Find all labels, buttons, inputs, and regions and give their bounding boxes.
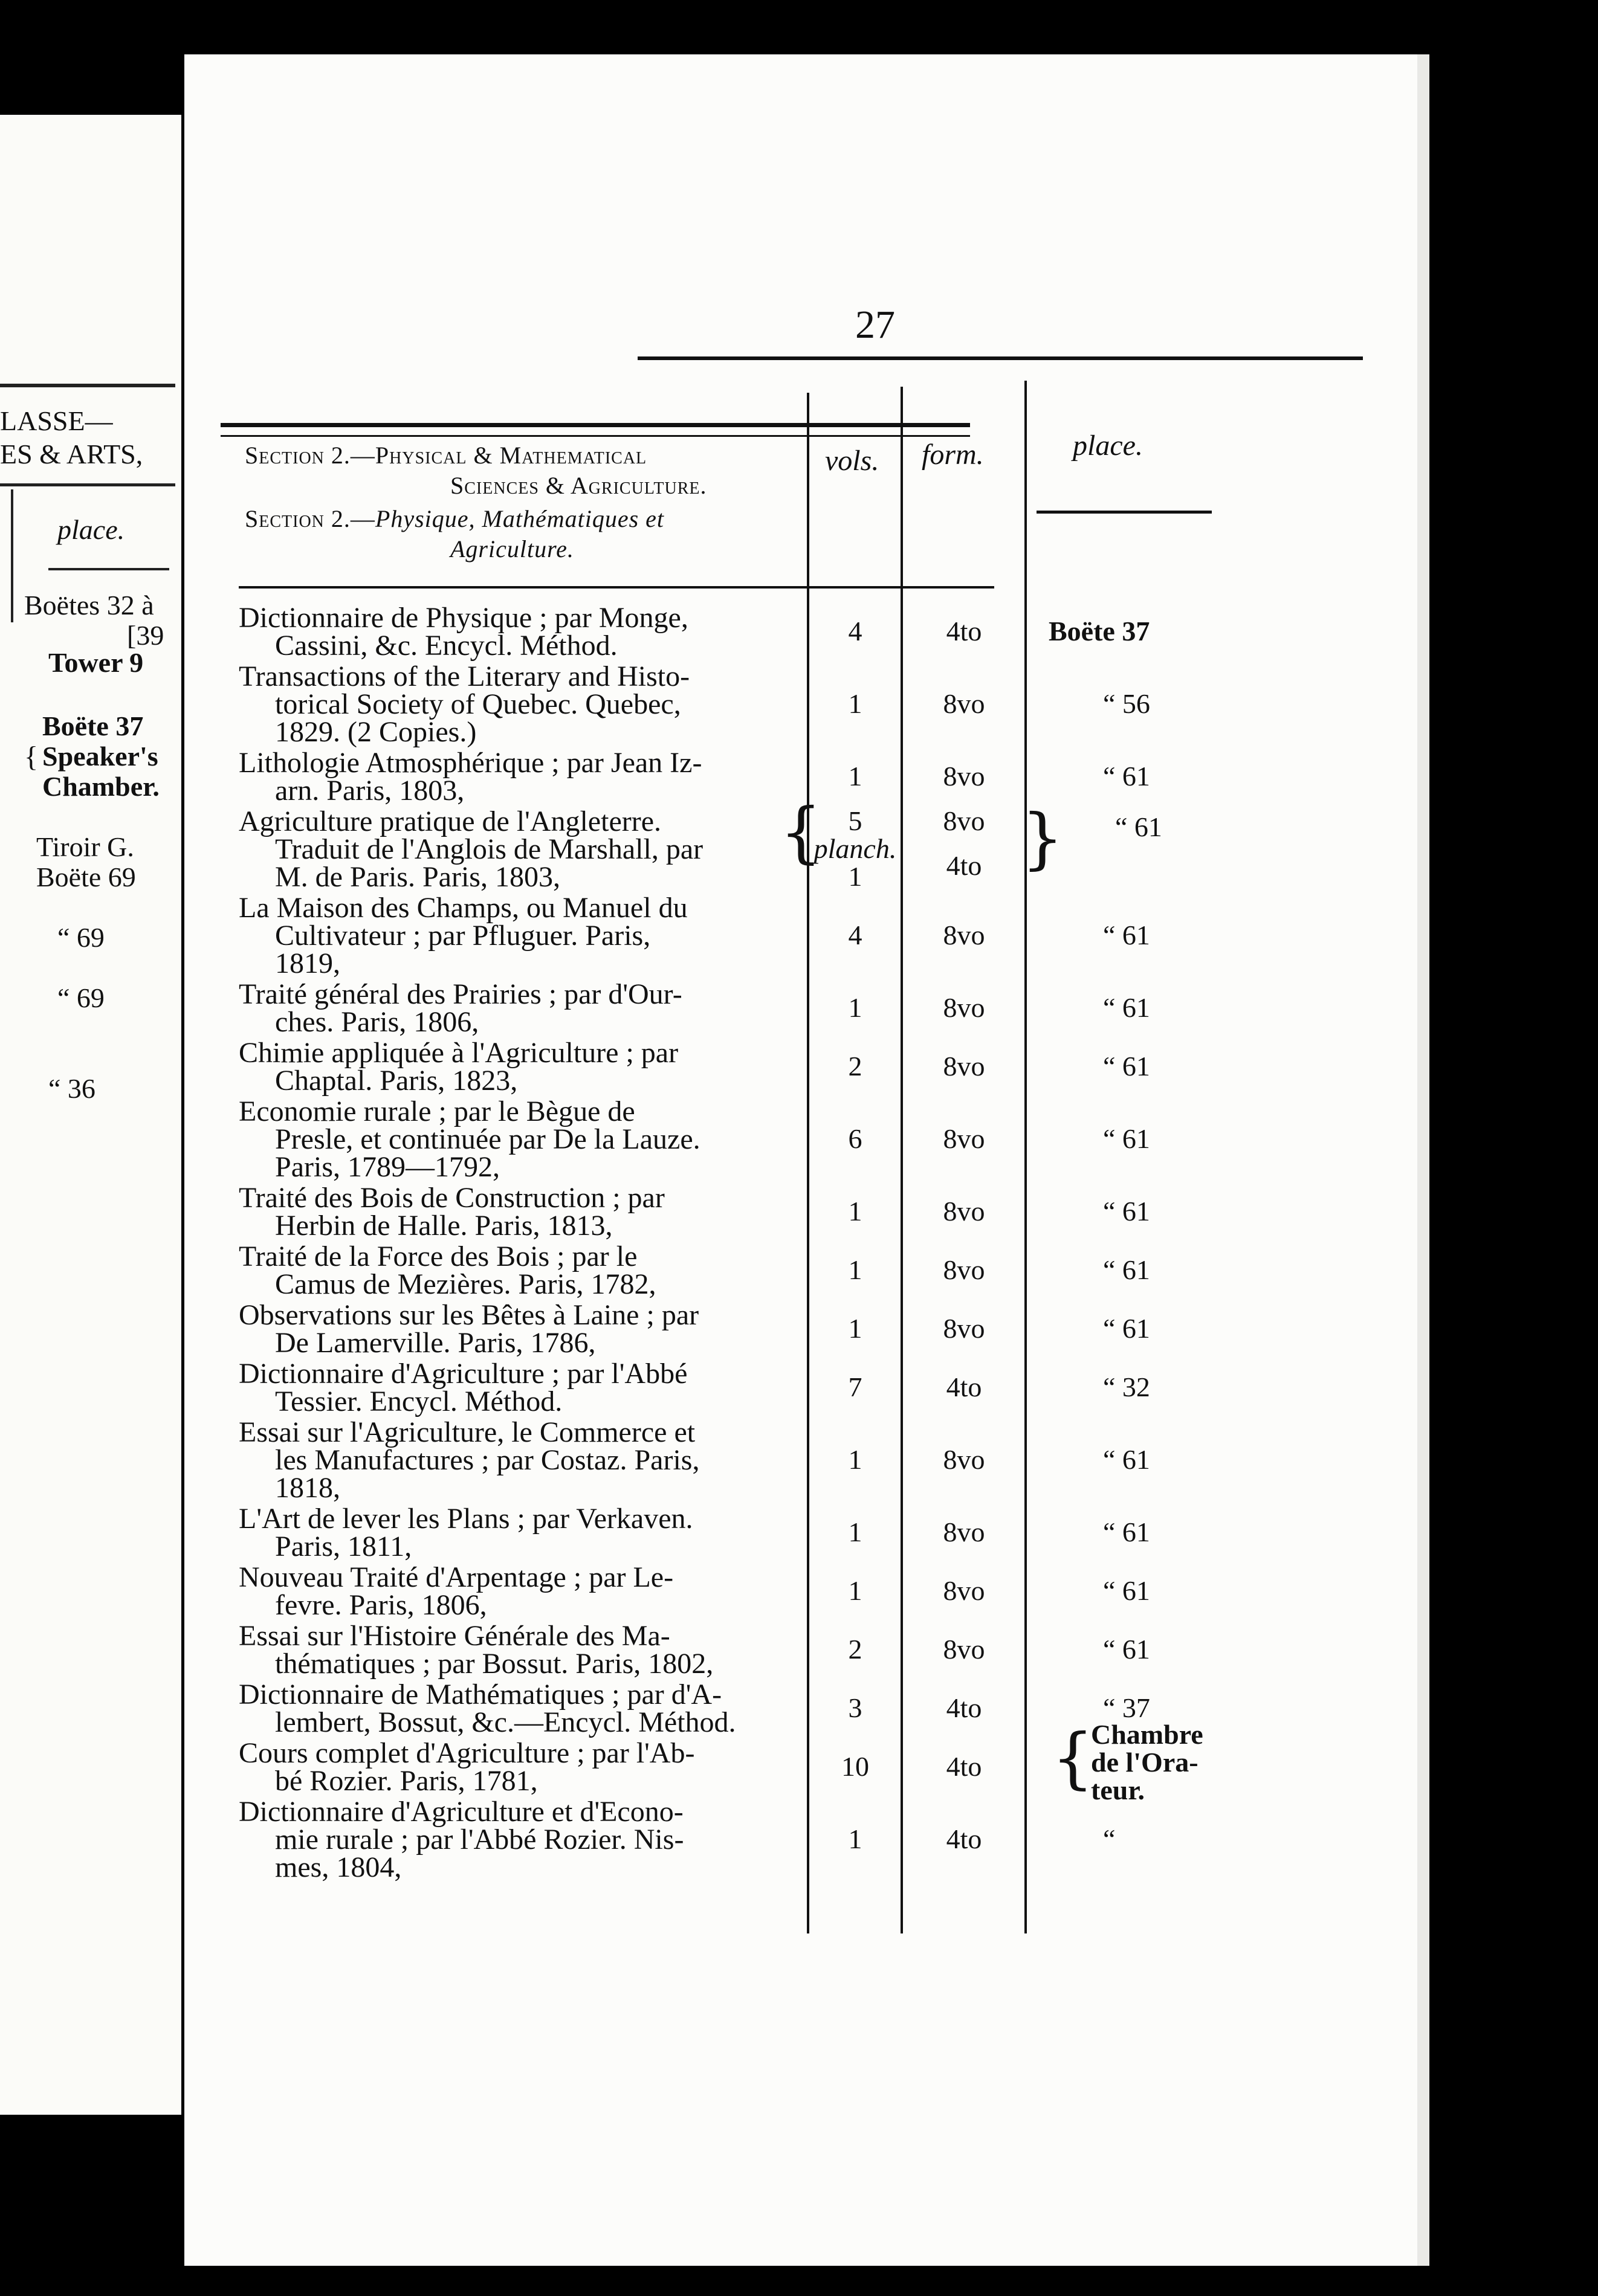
entry-15-form: 8vo bbox=[943, 1634, 985, 1665]
entry-14-line-1: fevre. Paris, 1806, bbox=[275, 1589, 487, 1621]
entry-3-line-2: M. de Paris. Paris, 1803, bbox=[275, 861, 560, 893]
entry-18-place: “ bbox=[1103, 1824, 1116, 1854]
entry-9-form: 8vo bbox=[943, 1254, 985, 1285]
entry-5-place: “ 61 bbox=[1103, 992, 1150, 1023]
entry-9-place: “ 61 bbox=[1103, 1254, 1150, 1285]
right-page bbox=[184, 54, 1429, 2266]
entry-3-vols2: 1 bbox=[848, 861, 862, 892]
entry-6-line-1: Chaptal. Paris, 1823, bbox=[275, 1065, 518, 1097]
left-place-8: “ 69 bbox=[57, 922, 105, 953]
entry-0-place: Boëte 37 bbox=[1049, 616, 1150, 647]
entry-4-form: 8vo bbox=[943, 920, 985, 950]
entry-15-line-1: thématiques ; par Bossut. Paris, 1802, bbox=[275, 1648, 714, 1680]
entry-12-line-1: les Manufactures ; par Costaz. Paris, bbox=[275, 1444, 700, 1476]
entry-12-vols: 1 bbox=[848, 1444, 862, 1475]
entry-10-line-1: De Lamerville. Paris, 1786, bbox=[275, 1327, 596, 1359]
top-rule-left-thin bbox=[221, 435, 970, 437]
entry-13-line-0: L'Art de lever les Plans ; par Verkaven. bbox=[239, 1503, 693, 1535]
entry-17-line-0: Cours complet d'Agriculture ; par l'Ab- bbox=[239, 1737, 695, 1769]
entry-0-line-1: Cassini, &c. Encycl. Méthod. bbox=[275, 630, 618, 662]
entry-12-place: “ 61 bbox=[1103, 1444, 1150, 1475]
entry-3-form: 8vo bbox=[943, 805, 985, 836]
entry-14-line-0: Nouveau Traité d'Arpentage ; par Le- bbox=[239, 1561, 674, 1593]
entry-7-line-0: Economie rurale ; par le Bègue de bbox=[239, 1095, 635, 1127]
entry-9-line-1: Camus de Mezières. Paris, 1782, bbox=[275, 1268, 656, 1300]
entry-11-vols: 7 bbox=[848, 1372, 862, 1402]
entry-14-form: 8vo bbox=[943, 1575, 985, 1606]
entry-11-line-1: Tessier. Encycl. Méthod. bbox=[275, 1385, 563, 1417]
section-fr-italic: Physique, Mathématiques et bbox=[375, 505, 665, 532]
entry-4-vols: 4 bbox=[848, 920, 862, 950]
entry-13-place: “ 61 bbox=[1103, 1517, 1150, 1547]
entry-3-line-1: Traduit de l'Anglois de Marshall, par bbox=[275, 833, 704, 865]
left-place-2: Tower 9 bbox=[48, 647, 144, 678]
entry-16-line-0: Dictionnaire de Mathématiques ; par d'A- bbox=[239, 1678, 722, 1711]
place-header-rule bbox=[1037, 511, 1212, 514]
entry-12-line-2: 1818, bbox=[275, 1472, 340, 1504]
entry-1-line-1: torical Society of Quebec. Quebec, bbox=[275, 688, 681, 720]
entry-0-vols: 4 bbox=[848, 616, 862, 647]
entry-15-line-0: Essai sur l'Histoire Générale des Ma- bbox=[239, 1620, 670, 1652]
section-fr-line2: Agriculture. bbox=[450, 535, 574, 563]
entry-8-vols: 1 bbox=[848, 1196, 862, 1227]
entry-10-line-0: Observations sur les Bêtes à Laine ; par bbox=[239, 1299, 699, 1331]
entry-5-line-1: ches. Paris, 1806, bbox=[275, 1006, 479, 1038]
entry-8-form: 8vo bbox=[943, 1196, 985, 1227]
left-place-10: “ 36 bbox=[48, 1073, 95, 1104]
entry-17-place-line-1: de l'Ora- bbox=[1091, 1747, 1198, 1778]
entry-14-place: “ 61 bbox=[1103, 1575, 1150, 1606]
entry-3-line-0: Agriculture pratique de l'Angleterre. bbox=[239, 805, 662, 837]
entry-12-line-0: Essai sur l'Agriculture, le Commerce et bbox=[239, 1416, 696, 1448]
left-place-5: Chamber. bbox=[42, 771, 160, 802]
left-place-9: “ 69 bbox=[57, 982, 105, 1013]
entry-5-form: 8vo bbox=[943, 992, 985, 1023]
entry-18-line-2: mes, 1804, bbox=[275, 1851, 402, 1883]
entry-13-vols: 1 bbox=[848, 1517, 862, 1547]
entry-18-line-0: Dictionnaire d'Agriculture et d'Econo- bbox=[239, 1796, 684, 1828]
left-vrule bbox=[11, 489, 13, 622]
entry-3-form2: 4to bbox=[946, 850, 982, 881]
entry-0-line-0: Dictionnaire de Physique ; par Monge, bbox=[239, 602, 688, 634]
entry-17-place-line-2: teur. bbox=[1091, 1775, 1145, 1805]
entry-2-place: “ 61 bbox=[1103, 761, 1150, 792]
left-top-rule bbox=[0, 384, 175, 387]
entry-3-place: “ 61 bbox=[1115, 811, 1162, 842]
entry-5-vols: 1 bbox=[848, 992, 862, 1023]
entry-4-line-1: Cultivateur ; par Pfluguer. Paris, bbox=[275, 920, 651, 952]
entry-11-place: “ 32 bbox=[1103, 1372, 1150, 1402]
section-en-line1: Section 2.—Physical & Mathematical bbox=[245, 442, 647, 469]
entry-3-right-brace: } bbox=[1021, 799, 1064, 877]
entry-7-vols: 6 bbox=[848, 1123, 862, 1154]
entry-16-line-1: lembert, Bossut, &c.—Encycl. Méthod. bbox=[275, 1706, 736, 1738]
entry-7-line-1: Presle, et continuée par De la Lauze. bbox=[275, 1123, 700, 1155]
entry-9-vols: 1 bbox=[848, 1254, 862, 1285]
entry-4-line-0: La Maison des Champs, ou Manuel du bbox=[239, 892, 688, 924]
entry-2-vols: 1 bbox=[848, 761, 862, 792]
left-place-0: Boëtes 32 à bbox=[24, 590, 154, 621]
entry-18-vols: 1 bbox=[848, 1824, 862, 1854]
left-place-3: Boëte 37 bbox=[42, 711, 144, 741]
entry-5-line-0: Traité général des Prairies ; par d'Our- bbox=[239, 978, 682, 1010]
left-col-rule bbox=[48, 568, 169, 570]
entry-2-line-0: Lithologie Atmosphérique ; par Jean Iz- bbox=[239, 747, 702, 779]
entry-11-form: 4to bbox=[946, 1372, 982, 1402]
section-fr-line1 bbox=[245, 505, 664, 533]
entry-7-line-2: Paris, 1789—1792, bbox=[275, 1151, 500, 1183]
entry-3-vols-label: planch. bbox=[814, 833, 897, 864]
entry-10-place: “ 61 bbox=[1103, 1313, 1150, 1344]
entry-7-form: 8vo bbox=[943, 1123, 985, 1154]
col-header-form: form. bbox=[922, 439, 984, 471]
entry-16-place: “ 37 bbox=[1103, 1692, 1150, 1723]
entry-1-form: 8vo bbox=[943, 688, 985, 719]
entry-3-left-brace: { bbox=[780, 793, 822, 871]
header-bottom-rule bbox=[239, 586, 994, 589]
left-header-line1: LASSE— bbox=[0, 405, 113, 436]
entry-6-vols: 2 bbox=[848, 1051, 862, 1082]
page-number: 27 bbox=[855, 303, 895, 347]
left-col-place: place. bbox=[57, 514, 125, 545]
section-fr-prefix: Section 2.— bbox=[245, 505, 375, 532]
left-brace: { bbox=[24, 741, 39, 773]
entry-17-place-line-0: Chambre bbox=[1091, 1719, 1203, 1750]
entry-11-line-0: Dictionnaire d'Agriculture ; par l'Abbé bbox=[239, 1358, 688, 1390]
left-place-1: [39 bbox=[127, 620, 164, 651]
entry-13-line-1: Paris, 1811, bbox=[275, 1530, 412, 1562]
entry-13-form: 8vo bbox=[943, 1517, 985, 1547]
entry-2-form: 8vo bbox=[943, 761, 985, 792]
entry-17-place-brace: { bbox=[1052, 1719, 1094, 1796]
entry-6-line-0: Chimie appliquée à l'Agriculture ; par bbox=[239, 1037, 679, 1069]
entry-12-form: 8vo bbox=[943, 1444, 985, 1475]
left-header-rule bbox=[0, 483, 175, 486]
entry-7-place: “ 61 bbox=[1103, 1123, 1150, 1154]
entry-6-form: 8vo bbox=[943, 1051, 985, 1082]
entry-14-vols: 1 bbox=[848, 1575, 862, 1606]
entry-16-vols: 3 bbox=[848, 1692, 862, 1723]
entry-8-line-1: Herbin de Halle. Paris, 1813, bbox=[275, 1210, 613, 1242]
entry-4-place: “ 61 bbox=[1103, 920, 1150, 950]
entry-15-place: “ 61 bbox=[1103, 1634, 1150, 1665]
entry-16-form: 4to bbox=[946, 1692, 982, 1723]
entry-8-place: “ 61 bbox=[1103, 1196, 1150, 1227]
entry-18-line-1: mie rurale ; par l'Abbé Rozier. Nis- bbox=[275, 1824, 684, 1856]
left-page-fragment bbox=[0, 115, 181, 2115]
divider-entries-vols bbox=[807, 393, 809, 1933]
entry-1-vols: 1 bbox=[848, 688, 862, 719]
top-rule-left bbox=[221, 423, 970, 427]
entry-17-form: 4to bbox=[946, 1751, 982, 1782]
divider-vols-form bbox=[901, 387, 903, 1933]
entry-15-vols: 2 bbox=[848, 1634, 862, 1665]
entry-10-form: 8vo bbox=[943, 1313, 985, 1344]
entry-0-form: 4to bbox=[946, 616, 982, 647]
section-en-line2: Sciences & Agriculture. bbox=[450, 472, 707, 499]
entry-4-line-2: 1819, bbox=[275, 947, 340, 979]
left-place-6: Tiroir G. bbox=[36, 831, 134, 862]
left-place-7: Boëte 69 bbox=[36, 862, 136, 892]
entry-1-line-0: Transactions of the Literary and Histo- bbox=[239, 660, 690, 692]
entry-6-place: “ 61 bbox=[1103, 1051, 1150, 1082]
entry-8-line-0: Traité des Bois de Construction ; par bbox=[239, 1182, 665, 1214]
col-header-place: place. bbox=[1073, 430, 1143, 462]
entry-1-line-2: 1829. (2 Copies.) bbox=[275, 716, 477, 748]
entry-17-line-1: bé Rozier. Paris, 1781, bbox=[275, 1765, 538, 1797]
entry-3-vols: 5 bbox=[848, 805, 862, 836]
entry-9-line-0: Traité de la Force des Bois ; par le bbox=[239, 1240, 638, 1272]
entry-1-place: “ 56 bbox=[1103, 688, 1150, 719]
col-header-vols: vols. bbox=[825, 445, 879, 477]
divider-form-place bbox=[1024, 381, 1027, 1933]
top-rule-right bbox=[638, 356, 1363, 360]
entry-17-vols: 10 bbox=[841, 1751, 869, 1782]
entry-10-vols: 1 bbox=[848, 1313, 862, 1344]
left-header-line2: ES & ARTS, bbox=[0, 439, 143, 469]
entry-18-form: 4to bbox=[946, 1824, 982, 1854]
left-place-4: Speaker's bbox=[42, 741, 158, 772]
entry-2-line-1: arn. Paris, 1803, bbox=[275, 775, 465, 807]
